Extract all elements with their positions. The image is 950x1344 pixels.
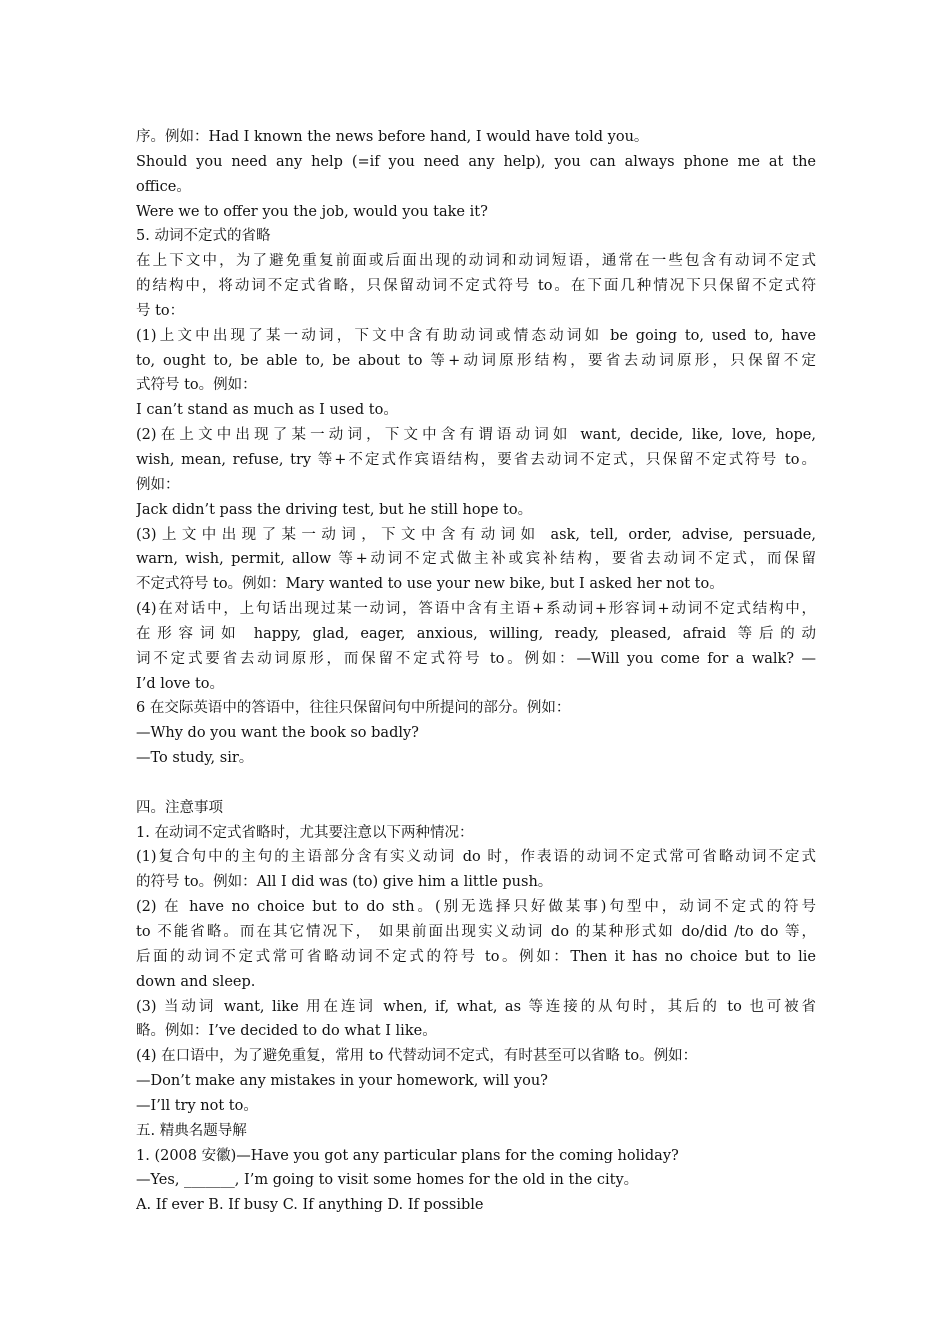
text-line: (1)上文中出现了某一动词，下文中含有助动词或情态动词如 be going to, used to, have xyxy=(136,327,816,344)
text-line: (2)在上文中出现了某一动词，下文中含有谓语动词如 want, decide, like, love, hope, xyxy=(136,427,816,444)
text-line: 的符号 to。例如：All I did was (to) give him a little push。 xyxy=(136,874,553,891)
text-line: Should you need any help (=if you need any help), you can always phone me at the xyxy=(136,153,816,170)
text-line: to, ought to, be able to, be about to 等+动词原形结构，要省去动词原形，只保留不定 xyxy=(136,352,816,369)
text-line: 词不定式要省去动词原形，而保留不定式符号 to。例如：—Will you come for a walk? — xyxy=(136,650,816,667)
document-body xyxy=(136,125,816,1218)
text-line: (2) 在 have no choice but to do sth。(别无选择只好做某事)句型中，动词不定式的符号 xyxy=(136,899,816,916)
text-line: 例如： xyxy=(136,476,180,493)
example-line: —I’ll try not to。 xyxy=(136,1097,258,1114)
section-heading: 四。注意事项 xyxy=(136,799,223,816)
text-line: 在形容词如 happy, glad, eager, anxious, willing, ready, pleased, afraid 等后的动 xyxy=(136,625,816,642)
text-line: to 不能省略。而在其它情况下， 如果前面出现实义动词 do 的某种形式如 do/did /to do 等， xyxy=(136,924,816,940)
text-line: (4) 在口语中，为了避免重复，常用 to 代替动词不定式，有时甚至可以省略 to。例如： xyxy=(136,1048,698,1065)
text-line: 1. 在动词不定式省略时，尤其要注意以下两种情况： xyxy=(136,824,474,841)
text-line: (4)在对话中，上句话出现过某一动词，答语中含有主语+系动词+形容词+动词不定式结构中， xyxy=(136,601,816,618)
text-line: I’d love to。 xyxy=(136,675,225,692)
example-line: —Don’t make any mistakes in your homework, will you? xyxy=(136,1073,548,1090)
text-line: 略。例如：I’ve decided to do what I like。 xyxy=(136,1023,437,1040)
text-line: 在上下文中，为了避免重复前面或后面出现的动词和动词短语，通常在一些包含有动词不定式 xyxy=(136,253,816,270)
text-line: down and sleep. xyxy=(136,973,256,990)
text-line: warn, wish, permit, allow 等+动词不定式做主补或宾补结构，要省去动词不定式，而保留 xyxy=(136,551,816,568)
example-line: —Why do you want the book so badly? xyxy=(136,725,419,742)
example-line: —To study, sir。 xyxy=(136,750,254,767)
answer-options: A. If ever B. If busy C. If anything D. If possible xyxy=(136,1197,484,1214)
question-line: 1. (2008 安徽)—Have you got any particular plans for the coming holiday? xyxy=(136,1147,679,1164)
text-line: (3) 当动词 want, like 用在连词 when, if, what, as 等连接的从句时，其后的 to 也可被省 xyxy=(136,998,816,1015)
blank-line xyxy=(136,771,816,796)
text-line: 不定式符号 to。例如：Mary wanted to use your new bike, but I asked her not to。 xyxy=(136,576,724,593)
question-line: —Yes, _______, I’m going to visit some homes for the old in the city。 xyxy=(136,1172,639,1189)
section-heading: 五. 精典名题导解 xyxy=(136,1122,247,1139)
text-line: (1)复合句中的主句的主语部分含有实义动词 do 时，作表语的动词不定式常可省略动词不定式 xyxy=(136,849,816,866)
text-line: 后面的动词不定式常可省略动词不定式的符号 to。例如：Then it has no choice but to lie xyxy=(136,948,816,965)
text-line: 号 to： xyxy=(136,302,185,319)
text-line: 的结构中，将动词不定式省略，只保留动词不定式符号 to。在下面几种情况下只保留不定式符 xyxy=(136,278,816,295)
text-line: wish, mean, refuse, try 等+不定式作宾语结构，要省去动词不定式，只保留不定式符号 to。 xyxy=(136,451,816,468)
text-line: Were we to offer you the job, would you take it? xyxy=(136,203,488,220)
section-heading: 5. 动词不定式的省略 xyxy=(136,228,271,245)
example-line: Jack didn’t pass the driving test, but he still hope to。 xyxy=(136,501,533,518)
example-line: I can’t stand as much as I used to。 xyxy=(136,402,398,419)
text-line: 式符号 to。例如： xyxy=(136,377,257,394)
text-line: 序。例如：Had I known the news before hand, I would have told you。 xyxy=(136,129,649,145)
text-line: 6 在交际英语中的答语中，往往只保留问句中所提问的部分。例如： xyxy=(136,700,571,717)
text-line: (3)上文中出现了某一动词，下文中含有动词如 ask, tell, order, advise, persuade, xyxy=(136,526,816,543)
text-line: office。 xyxy=(136,178,191,195)
